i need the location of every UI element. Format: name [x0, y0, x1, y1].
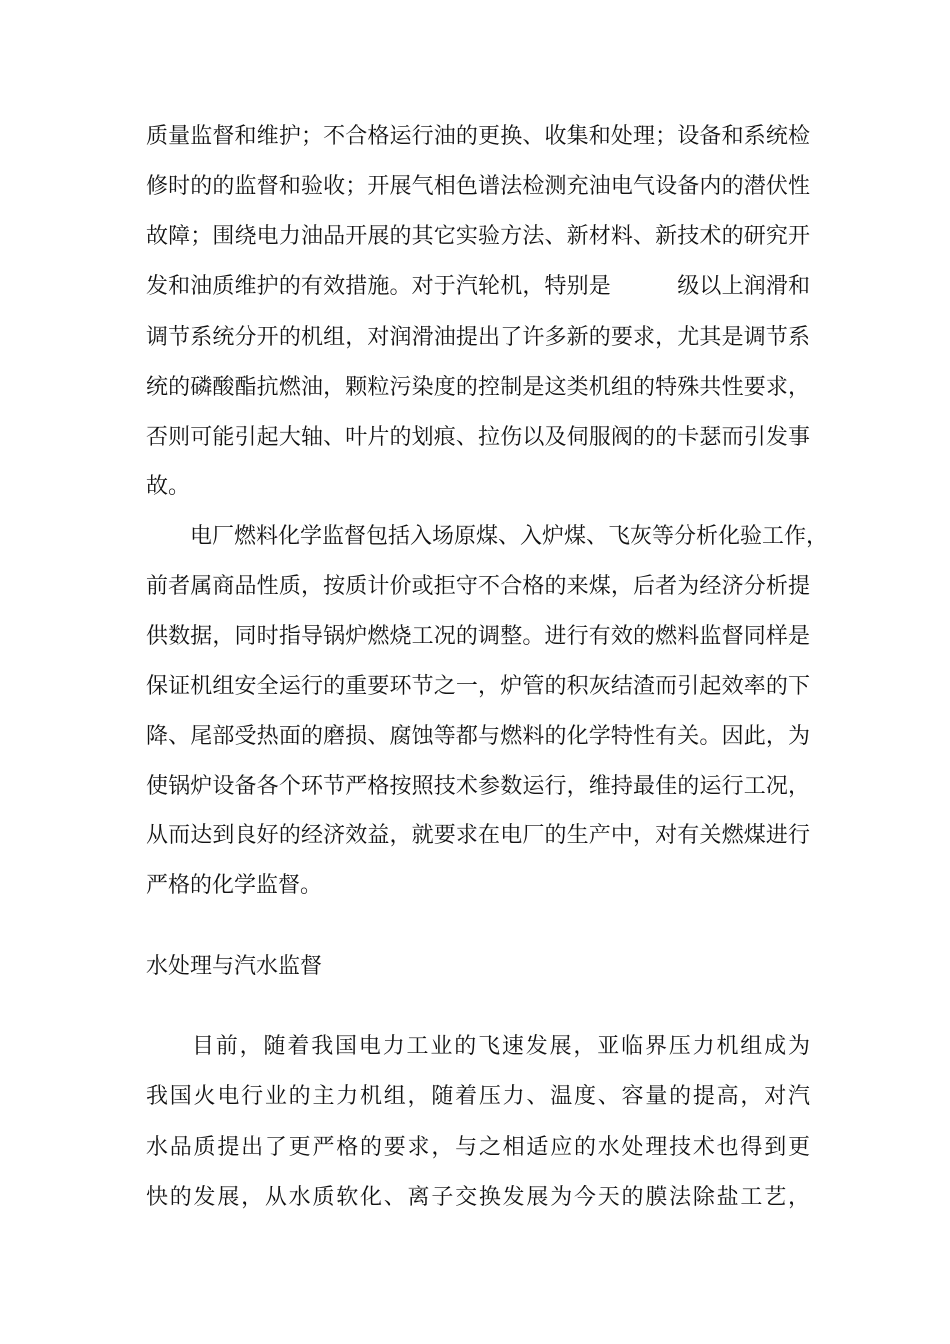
text-line: 否则可能引起大轴、叶片的划痕、拉伤以及伺服阀的的卡瑟而引发事: [146, 425, 810, 450]
text-line: 故。: [146, 474, 191, 499]
text-line: 供数据，同时指导锅炉燃烧工况的调整。进行有效的燃料监督同样是: [146, 624, 810, 649]
text-line: 修时的的监督和验收；开展气相色谱法检测充油电气设备内的潜伏性: [146, 174, 810, 199]
text-line: 质量监督和维护；不合格运行油的更换、收集和处理；设备和系统检: [146, 124, 810, 149]
text-line: 保证机组安全运行的重要环节之一，炉管的积灰结渣而引起效率的下: [146, 674, 810, 699]
text-line: 从而达到良好的经济效益，就要求在电厂的生产中，对有关燃煤进行: [146, 823, 810, 848]
text-line: 降、尾部受热面的磨损、腐蚀等都与燃料的化学特性有关。因此，为: [146, 724, 810, 749]
text-line: 调节系统分开的机组，对润滑油提出了许多新的要求，尤其是调节系: [146, 325, 810, 350]
section-heading: 水处理与汽水监督: [146, 954, 323, 979]
text-line: 我国火电行业的主力机组，随着压力、温度、容量的提高，对汽: [146, 1084, 810, 1109]
text-line: 统的磷酸酯抗燃油，颗粒污染度的控制是这类机组的特殊共性要求，: [146, 375, 810, 400]
text-line: 前者属商品性质，按质计价或拒守不合格的来煤，后者为经济分析提: [146, 574, 810, 599]
text-line: 快的发展，从水质软化、离子交换发展为今天的膜法除盐工艺，: [146, 1185, 810, 1210]
text-line: 目前，随着我国电力工业的飞速发展，亚临界压力机组成为: [192, 1034, 810, 1059]
text-line: 故障；围绕电力油品开展的其它实验方法、新材料、新技术的研究开: [146, 224, 810, 249]
text-line: 使锅炉设备各个环节严格按照技术参数运行，维持最佳的运行工况，: [146, 774, 810, 799]
text-line: 水品质提出了更严格的要求，与之相适应的水处理技术也得到更: [146, 1135, 810, 1160]
text-line: 严格的化学监督。: [146, 873, 323, 898]
text-line: 电厂燃料化学监督包括入场原煤、入炉煤、飞灰等分析化验工作，: [190, 524, 829, 549]
text-line: 发和油质维护的有效措施。对于汽轮机，特别是 级以上润滑和: [146, 274, 810, 299]
